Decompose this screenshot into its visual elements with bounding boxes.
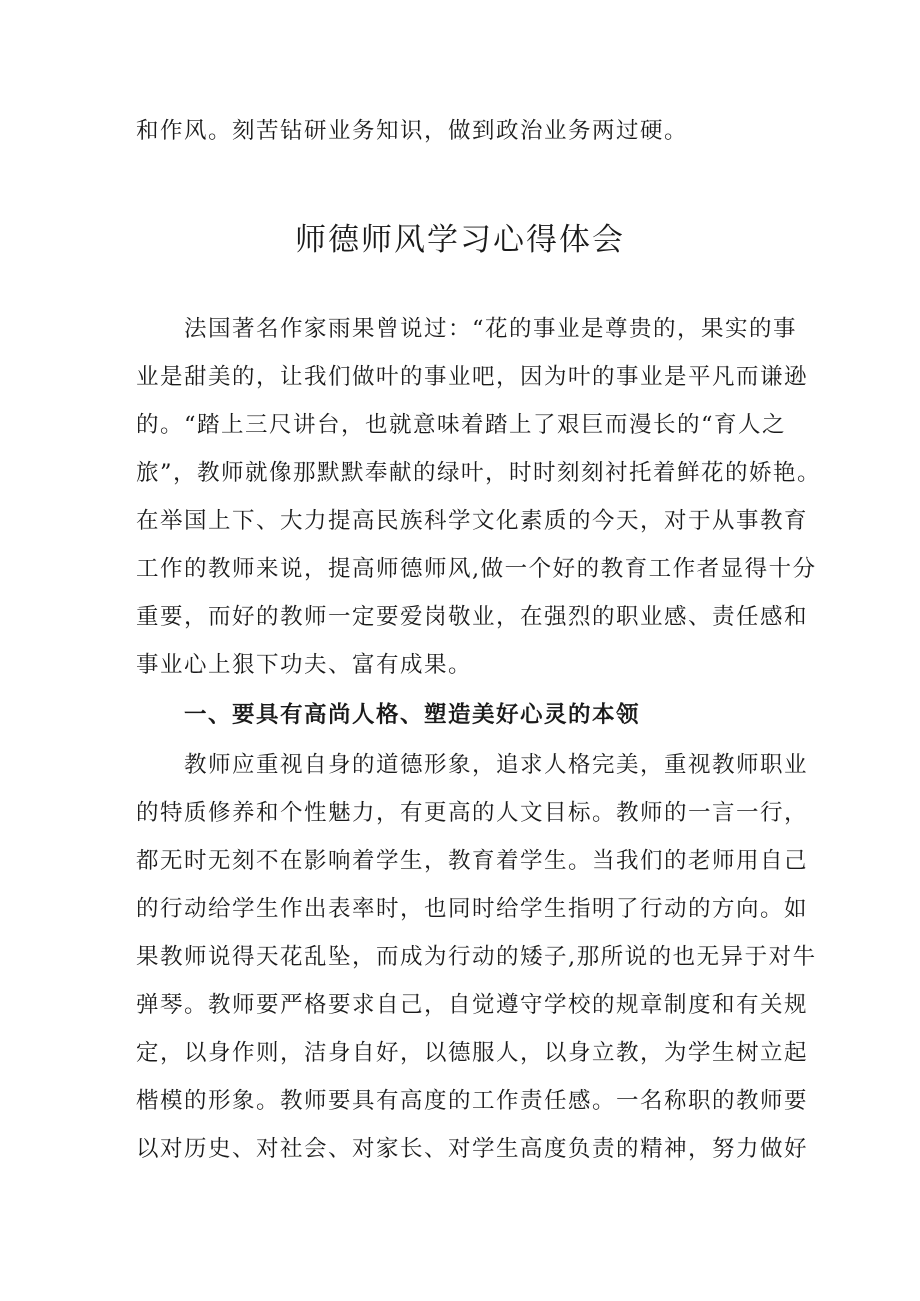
paragraph1-line: 业是甜美的，让我们做叶的事业吧，因为叶的事业是平凡而谦逊 — [136, 364, 809, 390]
section1-line: 弹琴。教师要严格要求自己，自觉遵守学校的规章制度和有关规 — [136, 992, 809, 1018]
section1-line: 的特质修养和个性魅力，有更高的人文目标。教师的一言一行， — [136, 800, 809, 826]
section1-line: 以对历史、对社会、对家长、对学生高度负责的精神，努力做好 — [136, 1136, 809, 1162]
section1-line: 果教师说得天花乱坠，而成为行动的矮子,那所说的也无异于对牛 — [136, 944, 817, 970]
paragraph1-line: 在举国上下、大力提高民族科学文化素质的今天，对于从事教育 — [136, 508, 809, 534]
section1-line: 定，以身作则，洁身自好，以德服人，以身立教，为学生树立起 — [136, 1040, 809, 1066]
paragraph1-line: 重要，而好的教师一定要爱岗敬业，在强烈的职业感、责任感和 — [136, 604, 809, 630]
continuation-text: 和作风。刻苦钻研业务知识，做到政治业务两过硬。 — [136, 118, 689, 144]
paragraph1-line: 的。“踏上三尺讲台，也就意味着踏上了艰巨而漫长的“育人之 — [136, 412, 787, 438]
page-title: 师德师风学习心得体会 — [295, 222, 625, 258]
section1-heading: 一、要具有高尚人格、塑造美好心灵的本领 — [184, 702, 641, 728]
section1-line: 的行动给学生作出表率时，也同时给学生指明了行动的方向。如 — [136, 896, 809, 922]
section1-line: 教师应重视自身的道德形象，追求人格完美，重视教师职业 — [184, 752, 809, 778]
paragraph1-line: 法国著名作家雨果曾说过：“花的事业是尊贵的，果实的事 — [184, 316, 798, 342]
paragraph1-line: 旅”，教师就像那默默奉献的绿叶，时时刻刻衬托着鲜花的娇艳。 — [136, 460, 822, 486]
paragraph1-line: 事业心上狠下功夫、富有成果。 — [136, 652, 473, 678]
section1-line: 楷模的形象。教师要具有高度的工作责任感。一名称职的教师要 — [136, 1088, 809, 1114]
section1-line: 都无时无刻不在影响着学生，教育着学生。当我们的老师用自己 — [136, 848, 809, 874]
paragraph1-line: 工作的教师来说，提高师德师风,做一个好的教育工作者显得十分 — [136, 556, 817, 582]
